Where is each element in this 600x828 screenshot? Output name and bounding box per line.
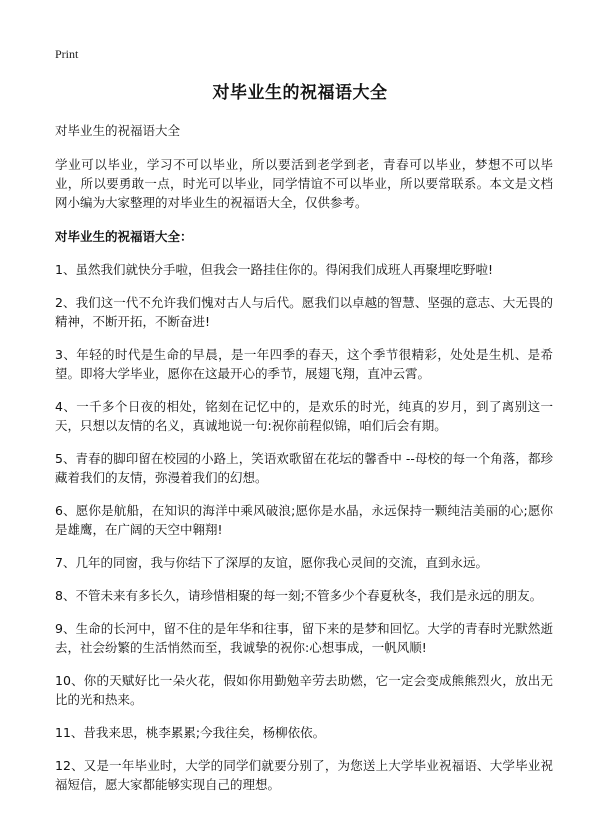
blessing-item-1: 1、虽然我们就快分手啦，但我会一路挂住你的。得闲我们成班人再聚埋吃野啦!	[55, 262, 493, 277]
blessing-item-8: 8、不管未来有多长久，请珍惜相聚的每一刻;不管多少个春夏秋冬，我们是永远的朋友。	[55, 588, 543, 603]
intro-paragraph: 学业可以毕业，学习不可以毕业，所以要活到老学到老，青春可以毕业，梦想不可以毕业，所以要勇敢一点，时光可以毕业，同学情谊不可以毕业，所以要常联系。本文是文档网小编为大家整理的对毕业生的祝福语大全，仅供参考。	[55, 157, 553, 210]
article-subtitle: 对毕业生的祝福语大全	[55, 123, 181, 138]
blessing-item-4: 4、一千多个日夜的相处，铭刻在记忆中的，是欢乐的时光，纯真的岁月，到了离别这一天，只想以友情的名义，真诚地说一句:祝你前程似锦，咱们后会有期。	[55, 399, 553, 433]
blessing-item-5: 5、青春的脚印留在校园的小路上，笑语欢歌留在花坛的馨香中 --母校的每一个角落，都珍藏着我们的友情，弥漫着我们的幻想。	[55, 451, 553, 485]
blessing-item-12: 12、又是一年毕业时，大学的同学们就要分别了，为您送上大学毕业祝福语、大学毕业祝福短信，愿大家都能够实现自己的理想。	[55, 758, 553, 792]
print-link[interactable]: Print	[55, 47, 79, 61]
page-title: 对毕业生的祝福语大全	[212, 83, 388, 103]
blessing-item-2: 2、我们这一代不允许我们愧对古人与后代。愿我们以卓越的智慧、坚强的意志、大无畏的精神，不断开拓，不断奋进!	[55, 295, 553, 329]
blessing-item-11: 11、昔我来思，桃李累累;今我往矣，杨柳依依。	[55, 725, 326, 740]
blessing-item-10: 10、你的天赋好比一朵火花，假如你用勤勉辛劳去助燃，它一定会变成熊熊烈火，放出无比的光和热来。	[55, 673, 553, 707]
blessing-item-9: 9、生命的长河中，留不住的是年华和往事，留下来的是梦和回忆。大学的青春时光默然逝去，社会纷繁的生活悄然而至，我诚挚的祝你:心想事成，一帆风顺!	[55, 621, 553, 655]
article-body	[55, 121, 553, 808]
section-heading: 对毕业生的祝福语大全：	[55, 229, 193, 244]
blessing-item-6: 6、愿你是航船，在知识的海洋中乘风破浪;愿你是水晶，永远保持一颗纯洁美丽的心;愿你是雄鹰，在广阔的天空中翱翔!	[55, 503, 553, 537]
blessing-item-7: 7、几年的同窗，我与你结下了深厚的友谊，愿你我心灵间的交流，直到永远。	[55, 555, 488, 570]
blessing-item-3: 3、年轻的时代是生命的早晨，是一年四季的春天，这个季节很精彩，处处是生机、是希望。即将大学毕业，愿你在这最开心的季节，展翅飞翔，直冲云霄。	[55, 347, 553, 381]
